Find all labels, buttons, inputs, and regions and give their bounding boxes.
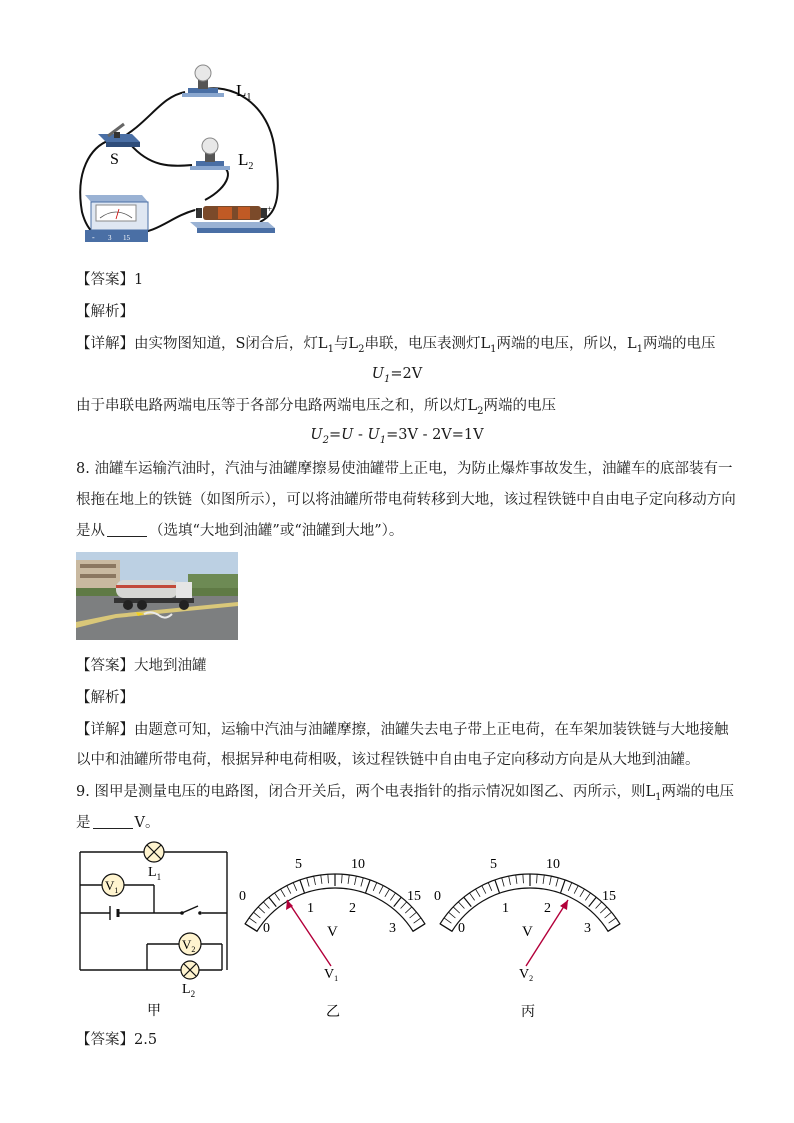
- bottom-label-3: 3: [584, 921, 591, 936]
- unit-v: V: [522, 924, 533, 940]
- label-l1: $L_1$: [148, 865, 162, 882]
- q8-line-2: 根拖在地上的铁链（如图所示），可以将油罐所带电荷转移到大地，该过程铁链中自由电子定向移动方向: [76, 492, 736, 508]
- answer-blank[interactable]: [93, 828, 133, 829]
- q9-answer: 【答案】2.5: [76, 1032, 158, 1048]
- top-label-15: 15: [602, 889, 616, 904]
- lamp-l2-icon: [181, 961, 199, 979]
- top-label-5: 5: [295, 857, 302, 872]
- q8-analysis-label: 【解析】: [76, 690, 134, 706]
- q7-detail: 【详解】由实物图知道，S闭合后，灯$L_1$与$L_2$串联，电压表测灯$L_1$两端的电压，所以，$L_1$两端的电压: [76, 336, 716, 355]
- pointer-label-v2: $V_2$: [519, 967, 534, 983]
- tanker-truck-photo: [76, 552, 238, 640]
- caption-bing: 丙: [521, 1005, 535, 1020]
- meter-yi: [235, 848, 435, 1023]
- lamp-l1-icon: [144, 842, 164, 862]
- q8-detail-line-1: 【详解】由题意可知，运输中汽油与油罐摩擦，油罐失去电子带上正电荷，在车架加装铁链与大地接触: [76, 722, 729, 738]
- q8-line-1: 8. 油罐车运输汽油时，汽油与油罐摩擦易使油罐带上正电，为防止爆炸事故发生，油罐车的底部装有一: [76, 461, 733, 477]
- top-label-0: 0: [239, 889, 246, 904]
- bottom-label-0: 0: [263, 921, 270, 936]
- answer-value: 大地到油罐: [134, 658, 207, 674]
- bottom-label-2: 2: [544, 901, 551, 916]
- label-v2: $V_2$: [182, 937, 196, 954]
- label-l2: $L_2$: [182, 982, 196, 999]
- physical-circuit-figure: [70, 62, 300, 250]
- bottom-label-2: 2: [349, 901, 356, 916]
- label-l1: $L_1$: [236, 81, 252, 103]
- q8-detail-line-2: 以中和油罐所带电荷，根据异种电荷相吸，该过程铁链中自由电子定向移动方向是从大地到油罐。: [76, 752, 700, 768]
- meter-minus-terminal: -: [92, 233, 95, 242]
- q7-answer: [76, 270, 143, 290]
- bottom-label-0: 0: [458, 921, 465, 936]
- unit-v: V: [327, 924, 338, 940]
- answer-value: 1: [134, 272, 144, 288]
- label-s: S: [110, 151, 119, 168]
- top-label-0: 0: [434, 889, 441, 904]
- label-l2: $L_2$: [238, 150, 254, 172]
- bottom-label-1: 1: [307, 901, 314, 916]
- answer-value: 2.5: [134, 1032, 158, 1048]
- q7-line-2: 由于串联电路两端电压等于各部分电路两端电压之和，所以灯$L_2$两端的电压: [76, 398, 557, 417]
- top-label-10: 10: [351, 857, 365, 872]
- bulb-l2-icon: [190, 138, 230, 170]
- q7-analysis-label: 【解析】: [76, 304, 134, 320]
- battery-holder-icon: [190, 206, 275, 233]
- answer-label: 【答案】: [76, 272, 134, 288]
- label-v1: $V_1$: [105, 878, 119, 895]
- bulb-l1-icon: [182, 65, 224, 97]
- caption-jia: 甲: [147, 1004, 161, 1019]
- q8-line-3: 是从 （选填“大地到油罐”或“油罐到大地”）。: [76, 523, 404, 539]
- q9-line-1: 9. 图甲是测量电压的电路图，闭合开关后，两个电表指针的指示情况如图乙、丙所示，则$L_1$两端的电压: [76, 784, 734, 803]
- top-label-10: 10: [546, 857, 560, 872]
- top-label-5: 5: [490, 857, 497, 872]
- meter-bing: [430, 848, 630, 1023]
- q7-equation-1: $U_1=2V$: [371, 366, 423, 385]
- pointer-label-v1: $V_1$: [324, 967, 339, 983]
- caption-yi: 乙: [326, 1005, 340, 1020]
- meter-3-terminal: 3: [108, 234, 112, 242]
- top-label-15: 15: [407, 889, 421, 904]
- q8-answer: 【答案】大地到油罐: [76, 658, 207, 674]
- circuit-diagram-jia: [72, 840, 237, 1020]
- q7-equation-2: $U_2=U - U_1=3V - 2V=1V$: [310, 427, 484, 446]
- q9-line-2: 是 V。: [76, 815, 160, 831]
- meter-15-terminal: 15: [123, 234, 130, 242]
- bottom-label-3: 3: [389, 921, 396, 936]
- bottom-label-1: 1: [502, 901, 509, 916]
- battery-plus: +: [267, 204, 273, 214]
- battery-minus: -: [195, 204, 198, 214]
- answer-blank[interactable]: [107, 536, 147, 537]
